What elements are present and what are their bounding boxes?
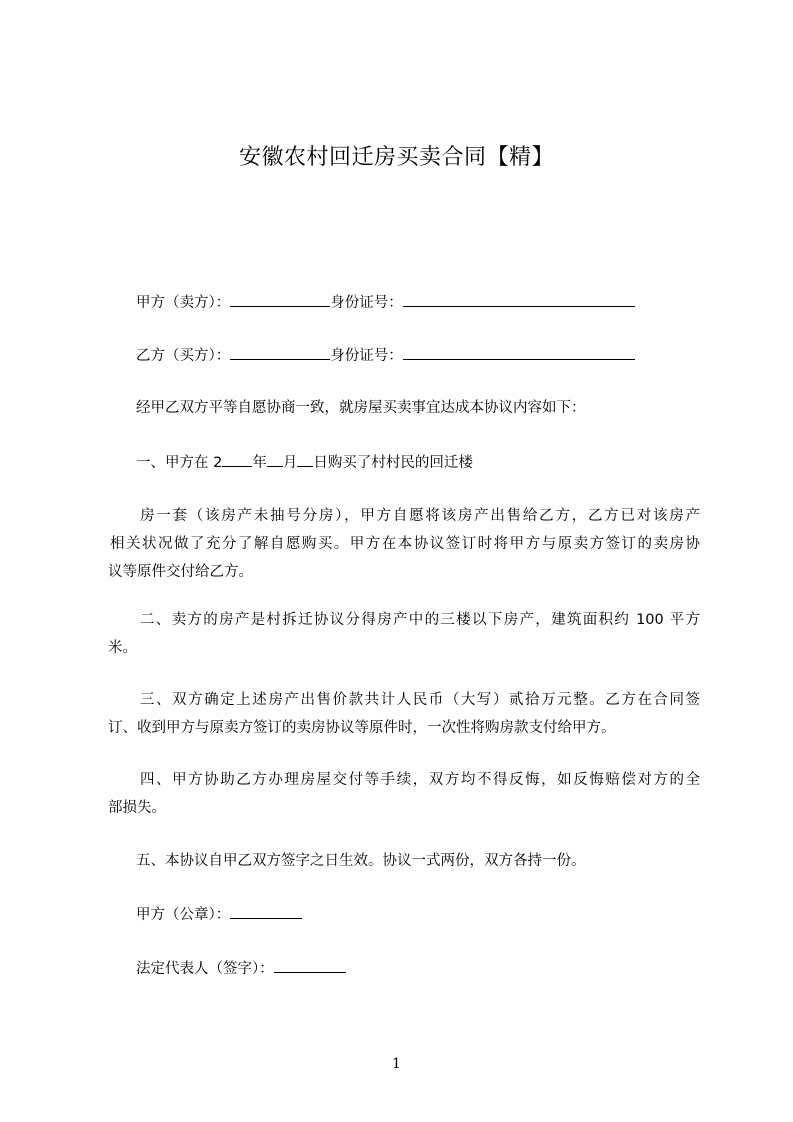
clause-1-body-line-3: 议等原件交付给乙方。	[108, 564, 253, 580]
party-b-label: 乙方（买方）：	[136, 348, 231, 364]
clause-1-body-line-1: 房一套（该房产未抽号分房），甲方自愿将该房产出售给乙方，乙方已对该房产	[140, 508, 700, 524]
clause-1-prefix: 一、甲方在 2	[136, 455, 223, 471]
intro-paragraph: 经甲乙双方平等自愿协商一致，就房屋买卖事宜达成本协议内容如下：	[136, 400, 586, 416]
party-b-line	[136, 345, 635, 366]
party-a-id-blank[interactable]	[403, 292, 635, 307]
clause-1-month-label: 月	[282, 455, 298, 471]
party-b-id-blank[interactable]	[403, 345, 635, 360]
clause-3-line-1: 三、双方确定上述房产出售价款共计人民币（大写）贰拾万元整。乙方在合同签	[140, 692, 700, 708]
clause-1-day-blank[interactable]	[297, 452, 313, 467]
party-a-id-label: 身份证号：	[330, 295, 403, 311]
seal-line	[136, 904, 302, 925]
clause-3	[108, 686, 700, 742]
clause-5: 五、本协议自甲乙双方签字之日生效。协议一式两份，双方各持一份。	[136, 853, 586, 869]
document-title: 安徽农村回迁房买卖合同【精】	[238, 145, 554, 170]
clause-4-line-1: 四、甲方协助乙方办理房屋交付等手续，双方均不得反悔，如反悔赔偿对方的全	[140, 772, 700, 788]
legal-rep-blank[interactable]	[274, 958, 346, 973]
clause-2-line-1: 二、卖方的房产是村拆迁协议分得房产中的三楼以下房产，建筑面积约 100 平方	[140, 612, 700, 628]
clause-1-body	[108, 502, 700, 586]
clause-1-year-label: 年	[252, 455, 267, 471]
page-number: 1	[392, 1056, 401, 1072]
clause-1-line	[136, 452, 473, 473]
party-b-id-label: 身份证号：	[330, 348, 403, 364]
clause-1-body-line-2: 相关状况做了充分了解自愿购买。甲方在本协议签订时将甲方与原卖方签订的卖房协	[110, 536, 700, 552]
seal-label: 甲方（公章）：	[136, 907, 231, 923]
party-b-name-blank[interactable]	[230, 345, 330, 360]
clause-1-suffix: 日购买了村村民的回迁楼	[313, 455, 473, 471]
clause-2-line-2: 米。	[108, 640, 137, 656]
legal-rep-label: 法定代表人（签字）：	[136, 961, 274, 977]
seal-blank[interactable]	[230, 904, 302, 919]
clause-1-month-blank[interactable]	[267, 452, 283, 467]
party-a-label: 甲方（卖方）：	[136, 295, 231, 311]
clause-4	[108, 766, 700, 822]
party-a-line	[136, 292, 635, 313]
clause-4-line-2: 部损失。	[108, 800, 166, 816]
clause-2	[108, 606, 700, 662]
clause-3-line-2: 订、收到甲方与原卖方签订的卖房协议等原件时，一次性将购房款支付给甲方。	[108, 720, 616, 736]
party-a-name-blank[interactable]	[230, 292, 330, 307]
legal-rep-line	[136, 958, 346, 979]
clause-1-year-blank[interactable]	[222, 452, 252, 467]
